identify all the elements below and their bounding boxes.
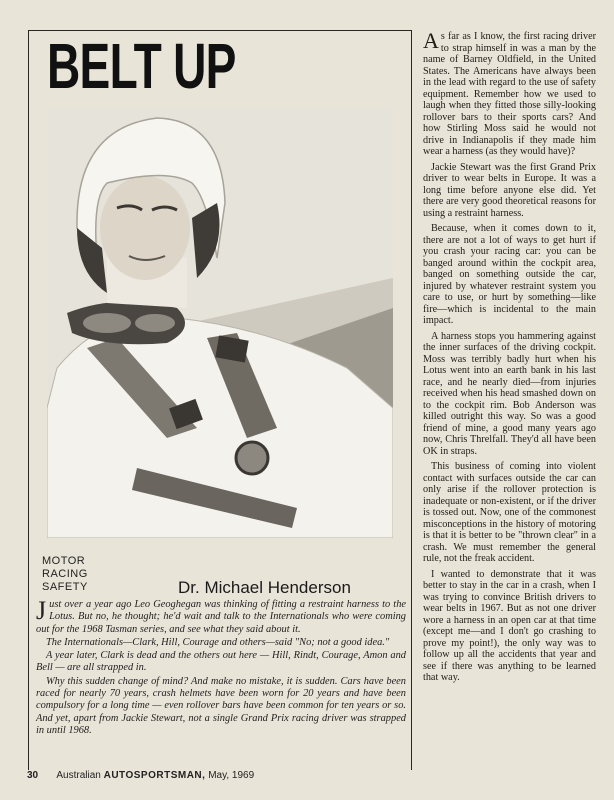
body-dropcap: A [423, 28, 439, 53]
intro-paragraph: The Internationals—Clark, Hill, Courage and others—said "No; not a good idea." [46, 636, 390, 648]
magazine-name: AUTOSPORTSMAN, [103, 770, 206, 781]
footer-prefix: Australian [56, 770, 101, 781]
body-paragraph: I wanted to demonstrate that it was better to stay in the car in a crash, when I was trying to convince British drivers to wear belts in 1967. But as not one driver wore a harness in an open car at that time (except me—and I don't go crashing to prove my point!), the only way was to follow up all the accidents that year and see if there was anything to be learned that way. [423, 568, 596, 683]
section-tag [42, 555, 132, 594]
section-tag-line: MOTOR [42, 555, 86, 567]
issue-date: May, 1969 [208, 770, 255, 781]
intro-text [36, 596, 406, 738]
intro-paragraph: Just over a year ago Leo Geoghegan was thinking of fitting a restraint harness to the Lotus. But no, he thought; he'd wait and talk to the Internationals who were coming out for the 1968 Tasman series, and see what they said about it. [36, 596, 406, 635]
author-byline: Dr. Michael Henderson [178, 578, 351, 597]
section-tag-line: RACING [42, 568, 88, 580]
page-number: 30 [27, 770, 39, 781]
intro-paragraph: Why this sudden change of mind? And make no mistake, it is sudden. Cars have been raced for nearly 70 years, crash helmets have been worn for 20 years and have been compulsory for a long time — even rollover bars have been common for ten years or so. And yet, apart from Jackie Stewart, not a single Grand Prix racing driver was strapped in until 1968. [36, 675, 406, 736]
headline: BELT UP [47, 30, 236, 102]
intro-dropcap: J [36, 596, 47, 625]
body-paragraph: This business of coming into violent contact with surfaces outside the car can only arise if the rollover protection is inadequate or non-existent, or if the driver is tossed out. Now, one of the commonest misconceptions in the history of motoring is that it is better to be "thrown clear" in a crash. We must remember the general rule, not the freak accident. [423, 461, 596, 564]
body-column [423, 28, 596, 688]
page-footer [27, 770, 587, 781]
driver-photo-illustration [47, 108, 393, 538]
intro-paragraph: A year later, Clark is dead and the others out here — Hill, Rindt, Courage, Amon and Bell — are all strapped in. [36, 650, 406, 674]
body-paragraph: A harness stops you hammering against the inner surfaces of the driving cockpit. Moss was terribly badly hurt when his Lotus went into an earth bank in his last race, and he nearly died—from injuries received when his head smashed down on to the cockpit rim. Bob Anderson was killed outright this way. So was a good friend of mine, a good many years ago now, Chris Threlfall. They'd all have been OK in straps. [423, 330, 596, 457]
body-paragraph: As far as I know, the first racing driver to strap himself in was a man by the name of Barney Oldfield, in the United States. The Americans have always been in the lead with regard to the use of safety equipment. Remember how we used to laugh when they fitted those silly-looking rollover bars to their sports cars? And how Stirling Moss said he would not drive in Indianapolis if they made him wear a harness (as they would have)? [423, 28, 596, 157]
driver-photo [47, 108, 393, 538]
section-tag-line: SAFETY [42, 581, 88, 593]
body-paragraph: Because, when it comes down to it, there are not a lot of ways to get hurt if you crash your racing car: you can be banged around within the cockpit area, banged on something outside the car, injured by whatever restraint system you care to use, or hurt by something—like fire—which is incidental to the main impact. [423, 223, 596, 326]
body-paragraph: Jackie Stewart was the first Grand Prix driver to wear belts in Europe. It was a long time before anyone else did. Yet there are very good theoretical reasons for using a restraint harness. [423, 161, 596, 219]
